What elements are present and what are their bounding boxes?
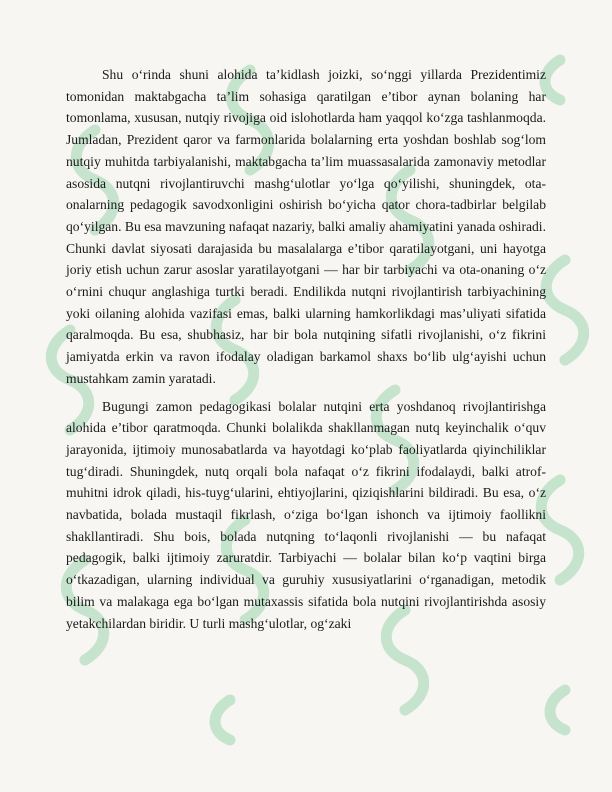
watermark-mark	[545, 60, 560, 100]
watermark-mark	[546, 260, 584, 360]
paragraph-2: Bugungi zamon pedagogikasi bolalar nutqini erta yoshdanoq rivojlantirishga alohida e’tibor qaratmoqda. Chunki bolalikda shakllanmagan nutq keyinchalik o‘quv jarayonida, ijtimoiy munosabatlarda va hayotdagi ko‘plab faoliyatlarda qiyinchiliklar tug‘diradi. Shuningdek, nutq orqali bola nafaqat o‘z fikrini ifodalaydi, balki atrof-muhitni idrok qiladi, his-tuyg‘ularini, ehtiyojlarini, qiziqishlarini bildiradi. Bu esa, o‘z navbatida, bolada mustaqil fikrlash, o‘ziga bo‘lgan ishonch va ijtimoiy faollikni shakllantiradi. Shu bois, bolada nutqning to‘laqonli rivojlanishi — bu nafaqat pedagogik, balki ijtimoiy zaruratdir. Tarbiyachi — bolalar bilan ko‘p vaqtini birga o‘tkazadigan, ularning individual va guruhiy xususiyatlarini o‘rganadigan, metodik bilim va malakaga ega bo‘lgan mutaxassis sifatida bola nutqini rivojlantirishda asosiy yetakchilardan biridir. U turli mashg‘ulotlar, og‘zaki	[66, 398, 546, 631]
watermark-mark	[550, 690, 565, 730]
paragraph-1: Shu o‘rinda shuni alohida ta’kidlash joizki, so‘nggi yillarda Prezidentimiz tomonidan maktabgacha ta’lim sohasiga qaratilgan e’tibor aynan bolaning har tomonlama, xususan, nutqiy rivojiga oid islohotlarda ham yaqqol ko‘zga tashlanmoqda. Jumladan, Prezident qaror va farmonlarida bolalarning erta yoshdan boshlab sog‘lom nutqiy muhitda tarbiyalanishi, maktabgacha ta’lim muassasalarida zamonaviy metodlar asosida nutqni rivojlantiruvchi mashg‘ulotlar yo‘lga qo‘yilishi, shuningdek, ota-onalarning pedagogik savodxonligini oshirish bo‘yicha qator chora-tadbirlar belgilab qo‘yilgan. Bu esa mavzuning nafaqat nazariy, balki amaliy ahamiyatini yanada oshiradi. Chunki davlat siyosati darajasida bu masalalarga e’tibor qaratilayotgani, uni hayotga joriy etish uchun zarur asoslar yaratilayotgani — har bir tarbiyachi va ota-onaning o‘z o‘rnini chuqur anglashiga turtki beradi. Endilikda nutqni rivojlantirish tarbiyachining yoki oilaning alohida vazifasi emas, balki ularning hamkorlikdagi mas’uliyati sifatida qaralmoqda. Bu esa, shubhasiz, har bir bola nutqining sifatli rivojlanishi, o‘z fikrini jamiyatda erkin va ravon ifodalay oladigan barkamol shaxs bo‘lib ulg‘ayishi uchun mustahkam zamin yaratadi.	[66, 67, 546, 386]
watermark-mark	[541, 480, 579, 580]
body-text	[66, 64, 546, 634]
watermark-mark	[215, 700, 230, 740]
